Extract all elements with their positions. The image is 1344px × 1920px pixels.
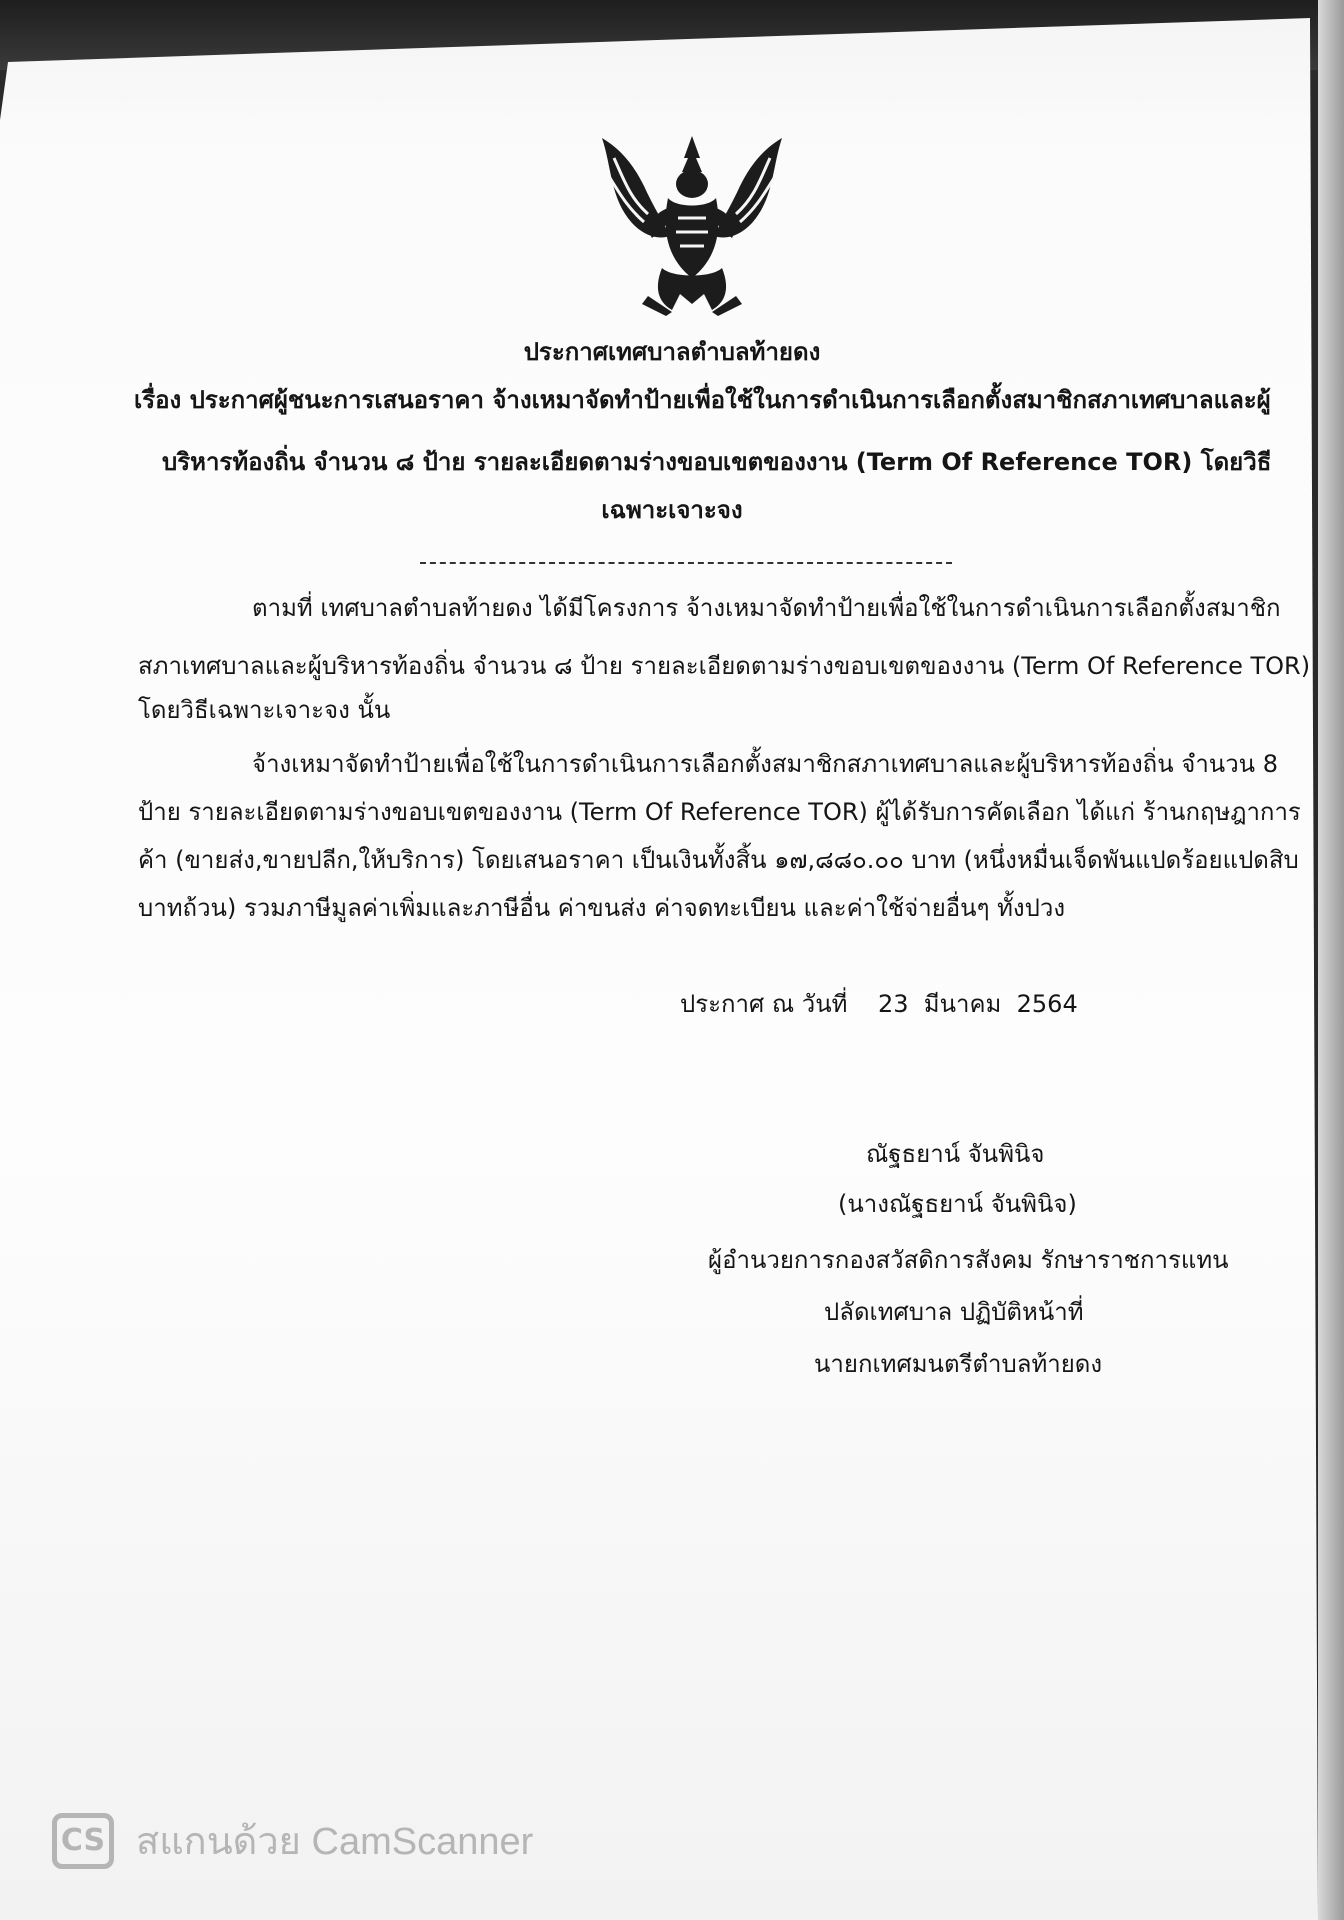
garuda-emblem-icon (592, 128, 792, 318)
paragraph1-line-3: โดยวิธีเฉพาะเจาะจง นั้น (138, 696, 391, 724)
paragraph2-line-1: จ้างเหมาจัดทำป้ายเพื่อใช้ในการดำเนินการเลือกตั้งสมาชิกสภาเทศบาลและผู้บริหารท้องถิ่น จำนวน 8 (252, 750, 1278, 778)
camscanner-logo-icon: CS (52, 1813, 114, 1869)
paragraph1-line-1: ตามที่ เทศบาลตำบลท้ายดง ได้มีโครงการ จ้างเหมาจัดทำป้ายเพื่อใช้ในการดำเนินการเลือกตั้งสมาชิก (252, 594, 1281, 622)
printed-name: (นางณัฐธยาน์ จันพินิจ) (838, 1190, 1077, 1218)
subject-line-1: เรื่อง ประกาศผู้ชนะการเสนอราคา จ้างเหมาจัดทำป้ายเพื่อใช้ในการดำเนินการเลือกตั้งสมาชิกสภาเทศบาลและผู้ (134, 386, 1271, 414)
subject-line-2: บริหารท้องถิ่น จำนวน ๘ ป้าย รายละเอียดตามร่างขอบเขตของงาน (Term Of Reference TOR) โดยวิธี (162, 448, 1272, 476)
announce-date: ประกาศ ณ วันที่ 23 มีนาคม 2564 (680, 990, 1078, 1018)
signer-title-line-2: ปลัดเทศบาล ปฏิบัติหน้าที่ (824, 1298, 1084, 1326)
signer-title-line-3: นายกเทศมนตรีตำบลท้ายดง (814, 1350, 1103, 1378)
watermark-text: สแกนด้วย CamScanner (136, 1821, 534, 1863)
paragraph2-line-4: บาทถ้วน) รวมภาษีมูลค่าเพิ่มและภาษีอื่น ค่าขนส่ง ค่าจดทะเบียน และค่าใช้จ่ายอื่นๆ ทั้งปวง (138, 894, 1066, 922)
separator-rule (420, 562, 952, 564)
signed-name: ณัฐธยาน์ จันพินิจ (866, 1140, 1045, 1168)
camscanner-watermark (52, 1810, 533, 1871)
agency-title: ประกาศเทศบาลตำบลท้ายดง (523, 338, 821, 366)
signer-title-line-1: ผู้อำนวยการกองสวัสดิการสังคม รักษาราชการแทน (708, 1246, 1229, 1274)
paragraph2-line-2: ป้าย รายละเอียดตามร่างขอบเขตของงาน (Term Of Reference TOR) ผู้ได้รับการคัดเลือก ได้แก่ ร้านกฤษฎาการ (138, 798, 1301, 826)
paragraph1-line-2: สภาเทศบาลและผู้บริหารท้องถิ่น จำนวน ๘ ป้าย รายละเอียดตามร่างขอบเขตของงาน (Term Of Reference TOR) (138, 652, 1311, 680)
paragraph2-line-3: ค้า (ขายส่ง,ขายปลีก,ให้บริการ) โดยเสนอราคา เป็นเงินทั้งสิ้น ๑๗,๘๘๐.๐๐ บาท (หนึ่งหมื่นเจ็ดพันแปดร้อยแปดสิบ (138, 846, 1299, 874)
subject-line-3: เฉพาะเจาะจง (601, 496, 743, 524)
page-edge-shadow (1318, 0, 1344, 1920)
